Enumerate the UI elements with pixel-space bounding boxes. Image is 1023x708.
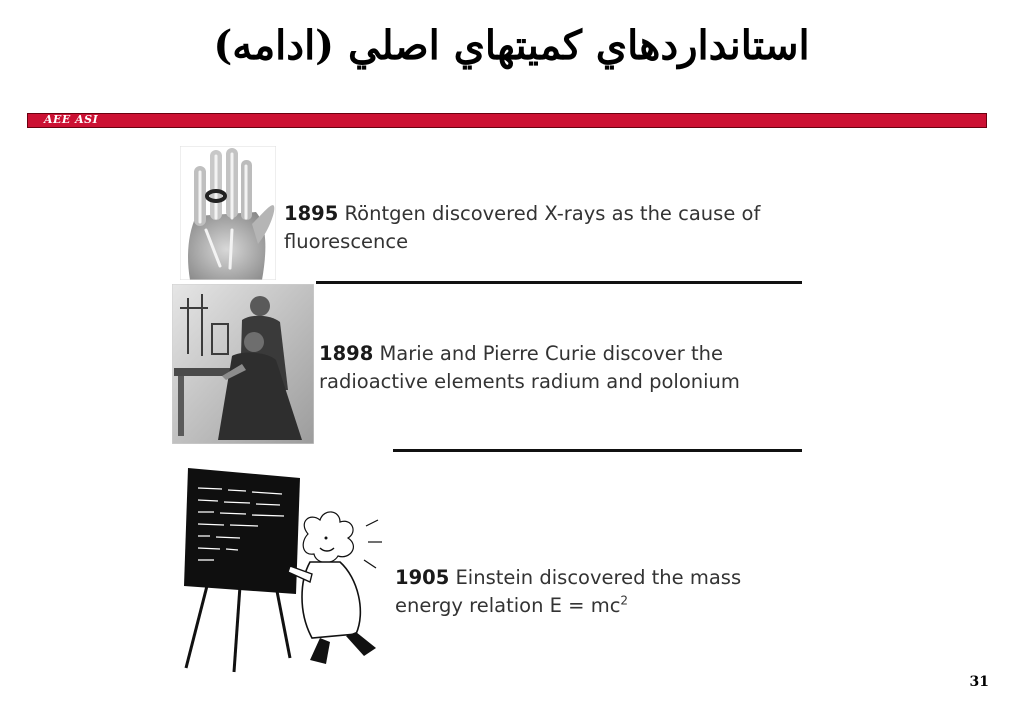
entry-text: Einstein discovered the mass energy relation E = mc [395, 566, 742, 617]
einstein-blackboard-cartoon [180, 462, 386, 676]
superscript-exponent: 2 [620, 593, 629, 608]
entry-year: 1895 [284, 202, 339, 225]
divider-line [316, 281, 802, 284]
x-ray-hand-photo [180, 146, 276, 280]
timeline-entry-1895 [284, 200, 784, 256]
header-band [27, 113, 987, 128]
divider-line [393, 449, 802, 452]
curie-laboratory-photo [172, 284, 314, 444]
entry-year: 1905 [395, 566, 450, 589]
timeline-entry-1898 [319, 340, 809, 396]
entry-text: Marie and Pierre Curie discover the radioactive elements radium and polonium [319, 342, 740, 393]
entry-year: 1898 [319, 342, 374, 365]
timeline-entry-1905 [395, 564, 815, 620]
band-logo: AEE ASI [44, 113, 99, 126]
page-number: 31 [969, 674, 989, 690]
slide-title: استانداردهاي كميتهاي اصلي (ادامه) [213, 22, 810, 69]
entry-text: Röntgen discovered X-rays as the cause of fluorescence [284, 202, 761, 253]
